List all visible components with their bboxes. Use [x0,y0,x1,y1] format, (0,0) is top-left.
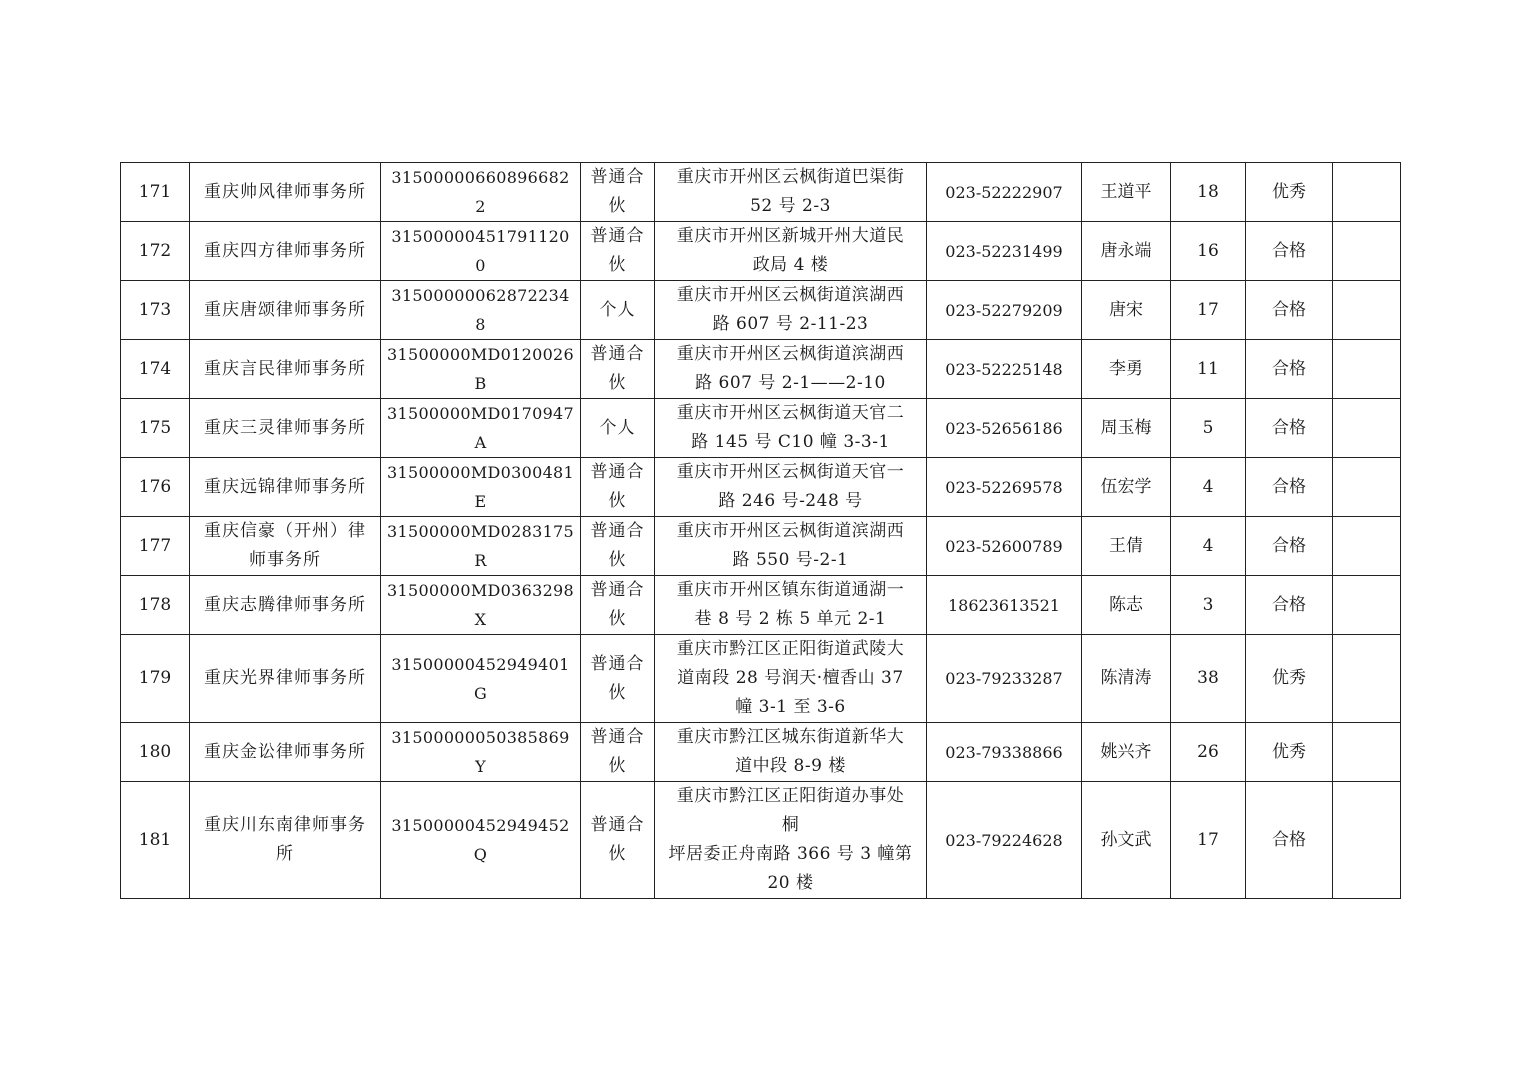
table-row [121,723,1401,782]
leader-cell: 周玉梅 [1082,399,1171,458]
address-cell [655,163,927,222]
row-number-cell: 171 [121,163,190,222]
assessment-result-cell: 合格 [1246,517,1333,576]
firm-name-cell: 重庆光界律师事务所 [190,635,381,723]
organization-type-cell: 普通合伙 [581,635,655,723]
remark-cell [1333,782,1401,899]
remark-cell [1333,281,1401,340]
credit-code-cell: 31500000MD0120026B [381,340,581,399]
organization-type-cell: 普通合伙 [581,222,655,281]
assessment-result-cell: 合格 [1246,458,1333,517]
organization-type-cell: 普通合伙 [581,782,655,899]
address-cell [655,222,927,281]
phone-cell: 023-52222907 [927,163,1082,222]
remark-cell [1333,576,1401,635]
organization-type-cell: 普通合伙 [581,723,655,782]
table-row [121,517,1401,576]
table-row [121,635,1401,723]
address-line: 路 607 号 2-1——2-10 [695,373,886,393]
phone-cell: 023-52231499 [927,222,1082,281]
address-cell [655,517,927,576]
credit-code-cell: 31500000050385869Y [381,723,581,782]
address-line: 重庆市黔江区正阳街道武陵大 [676,639,905,659]
organization-type-cell: 普通合伙 [581,163,655,222]
lawyer-count-cell: 17 [1171,782,1246,899]
row-number-cell: 172 [121,222,190,281]
phone-cell: 023-52279209 [927,281,1082,340]
address-line: 桐 [781,815,800,835]
lawyer-count-cell: 17 [1171,281,1246,340]
organization-type-cell: 个人 [581,399,655,458]
address-line: 巷 8 号 2 栋 5 单元 2-1 [694,609,887,629]
address-line: 20 楼 [767,873,814,893]
address-line: 重庆市开州区镇东街道通湖一 [676,580,905,600]
row-number-cell: 178 [121,576,190,635]
organization-type-cell: 个人 [581,281,655,340]
firm-name-cell: 重庆言民律师事务所 [190,340,381,399]
address-cell [655,281,927,340]
firm-name-cell: 重庆三灵律师事务所 [190,399,381,458]
credit-code-cell: 31500000452949401G [381,635,581,723]
address-line: 重庆市开州区云枫街道巴渠街 [676,167,905,187]
remark-cell [1333,399,1401,458]
lawyer-count-cell: 4 [1171,517,1246,576]
leader-cell: 王道平 [1082,163,1171,222]
table-body [121,163,1401,899]
assessment-result-cell: 合格 [1246,782,1333,899]
leader-cell: 伍宏学 [1082,458,1171,517]
address-line: 重庆市开州区新城开州大道民 [676,226,905,246]
lawyer-count-cell: 4 [1171,458,1246,517]
address-line: 政局 4 楼 [752,255,829,275]
address-line: 重庆市开州区云枫街道滨湖西 [676,344,905,364]
credit-code-cell: 315000006608966822 [381,163,581,222]
firm-name-cell: 重庆唐颂律师事务所 [190,281,381,340]
phone-cell: 023-52225148 [927,340,1082,399]
organization-type-cell: 普通合伙 [581,576,655,635]
table-row [121,782,1401,899]
leader-cell: 陈志 [1082,576,1171,635]
row-number-cell: 179 [121,635,190,723]
credit-code-cell: 315000004517911200 [381,222,581,281]
assessment-result-cell: 优秀 [1246,723,1333,782]
leader-cell: 唐宋 [1082,281,1171,340]
address-line: 幢 3-1 至 3-6 [735,697,846,717]
row-number-cell: 175 [121,399,190,458]
row-number-cell: 176 [121,458,190,517]
address-cell [655,782,927,899]
address-line: 重庆市黔江区正阳街道办事处 [676,786,905,806]
phone-cell: 023-52600789 [927,517,1082,576]
row-number-cell: 174 [121,340,190,399]
address-line: 路 145 号 C10 幢 3-3-1 [691,432,890,452]
credit-code-cell: 31500000MD0170947A [381,399,581,458]
firm-name-cell: 重庆帅风律师事务所 [190,163,381,222]
organization-type-cell: 普通合伙 [581,458,655,517]
address-line: 坪居委正舟南路 366 号 3 幢第 [668,844,913,864]
leader-cell: 姚兴齐 [1082,723,1171,782]
assessment-result-cell: 合格 [1246,399,1333,458]
row-number-cell: 177 [121,517,190,576]
phone-cell: 023-79233287 [927,635,1082,723]
assessment-result-cell: 合格 [1246,281,1333,340]
lawyer-count-cell: 3 [1171,576,1246,635]
table-row [121,163,1401,222]
address-line: 路 550 号-2-1 [732,550,849,570]
firm-name-cell: 重庆志腾律师事务所 [190,576,381,635]
assessment-result-cell: 合格 [1246,340,1333,399]
phone-cell: 023-52269578 [927,458,1082,517]
leader-cell: 王倩 [1082,517,1171,576]
address-line: 重庆市开州区云枫街道天官二 [676,403,905,423]
address-line: 重庆市开州区云枫街道天官一 [676,462,905,482]
firm-name-cell: 重庆川东南律师事务所 [190,782,381,899]
credit-code-cell: 315000000628722348 [381,281,581,340]
credit-code-cell: 31500000452949452Q [381,782,581,899]
address-line: 路 607 号 2-11-23 [712,314,869,334]
remark-cell [1333,458,1401,517]
address-line: 道南段 28 号润天·檀香山 37 [677,668,904,688]
leader-cell: 孙文武 [1082,782,1171,899]
lawyer-count-cell: 38 [1171,635,1246,723]
assessment-result-cell: 优秀 [1246,163,1333,222]
phone-cell: 18623613521 [927,576,1082,635]
address-cell [655,399,927,458]
table-row [121,399,1401,458]
table-row [121,222,1401,281]
address-line: 重庆市黔江区城东街道新华大 [676,727,905,747]
phone-cell: 023-79224628 [927,782,1082,899]
phone-cell: 023-79338866 [927,723,1082,782]
organization-type-cell: 普通合伙 [581,517,655,576]
credit-code-cell: 31500000MD0363298X [381,576,581,635]
leader-cell: 唐永端 [1082,222,1171,281]
lawyer-count-cell: 16 [1171,222,1246,281]
table-row [121,576,1401,635]
firm-name-cell: 重庆四方律师事务所 [190,222,381,281]
lawyer-count-cell: 5 [1171,399,1246,458]
address-cell [655,576,927,635]
organization-type-cell: 普通合伙 [581,340,655,399]
assessment-result-cell: 优秀 [1246,635,1333,723]
table-row [121,340,1401,399]
lawyer-count-cell: 18 [1171,163,1246,222]
firm-name-cell: 重庆信豪（开州）律师事务所 [190,517,381,576]
leader-cell: 李勇 [1082,340,1171,399]
remark-cell [1333,517,1401,576]
remark-cell [1333,163,1401,222]
row-number-cell: 180 [121,723,190,782]
remark-cell [1333,340,1401,399]
address-line: 52 号 2-3 [750,196,831,216]
assessment-result-cell: 合格 [1246,222,1333,281]
address-cell [655,458,927,517]
assessment-result-cell: 合格 [1246,576,1333,635]
table-row [121,281,1401,340]
firm-name-cell: 重庆金讼律师事务所 [190,723,381,782]
remark-cell [1333,635,1401,723]
credit-code-cell: 31500000MD0300481E [381,458,581,517]
phone-cell: 023-52656186 [927,399,1082,458]
address-line: 道中段 8-9 楼 [735,756,846,776]
firm-name-cell: 重庆远锦律师事务所 [190,458,381,517]
credit-code-cell: 31500000MD0283175R [381,517,581,576]
row-number-cell: 181 [121,782,190,899]
address-line: 重庆市开州区云枫街道滨湖西 [676,285,905,305]
remark-cell [1333,222,1401,281]
address-cell [655,340,927,399]
remark-cell [1333,723,1401,782]
row-number-cell: 173 [121,281,190,340]
address-cell [655,723,927,782]
address-line: 路 246 号-248 号 [718,491,863,511]
law-firm-table [120,162,1401,899]
leader-cell: 陈清涛 [1082,635,1171,723]
lawyer-count-cell: 11 [1171,340,1246,399]
lawyer-count-cell: 26 [1171,723,1246,782]
table-row [121,458,1401,517]
address-line: 重庆市开州区云枫街道滨湖西 [676,521,905,541]
address-cell [655,635,927,723]
